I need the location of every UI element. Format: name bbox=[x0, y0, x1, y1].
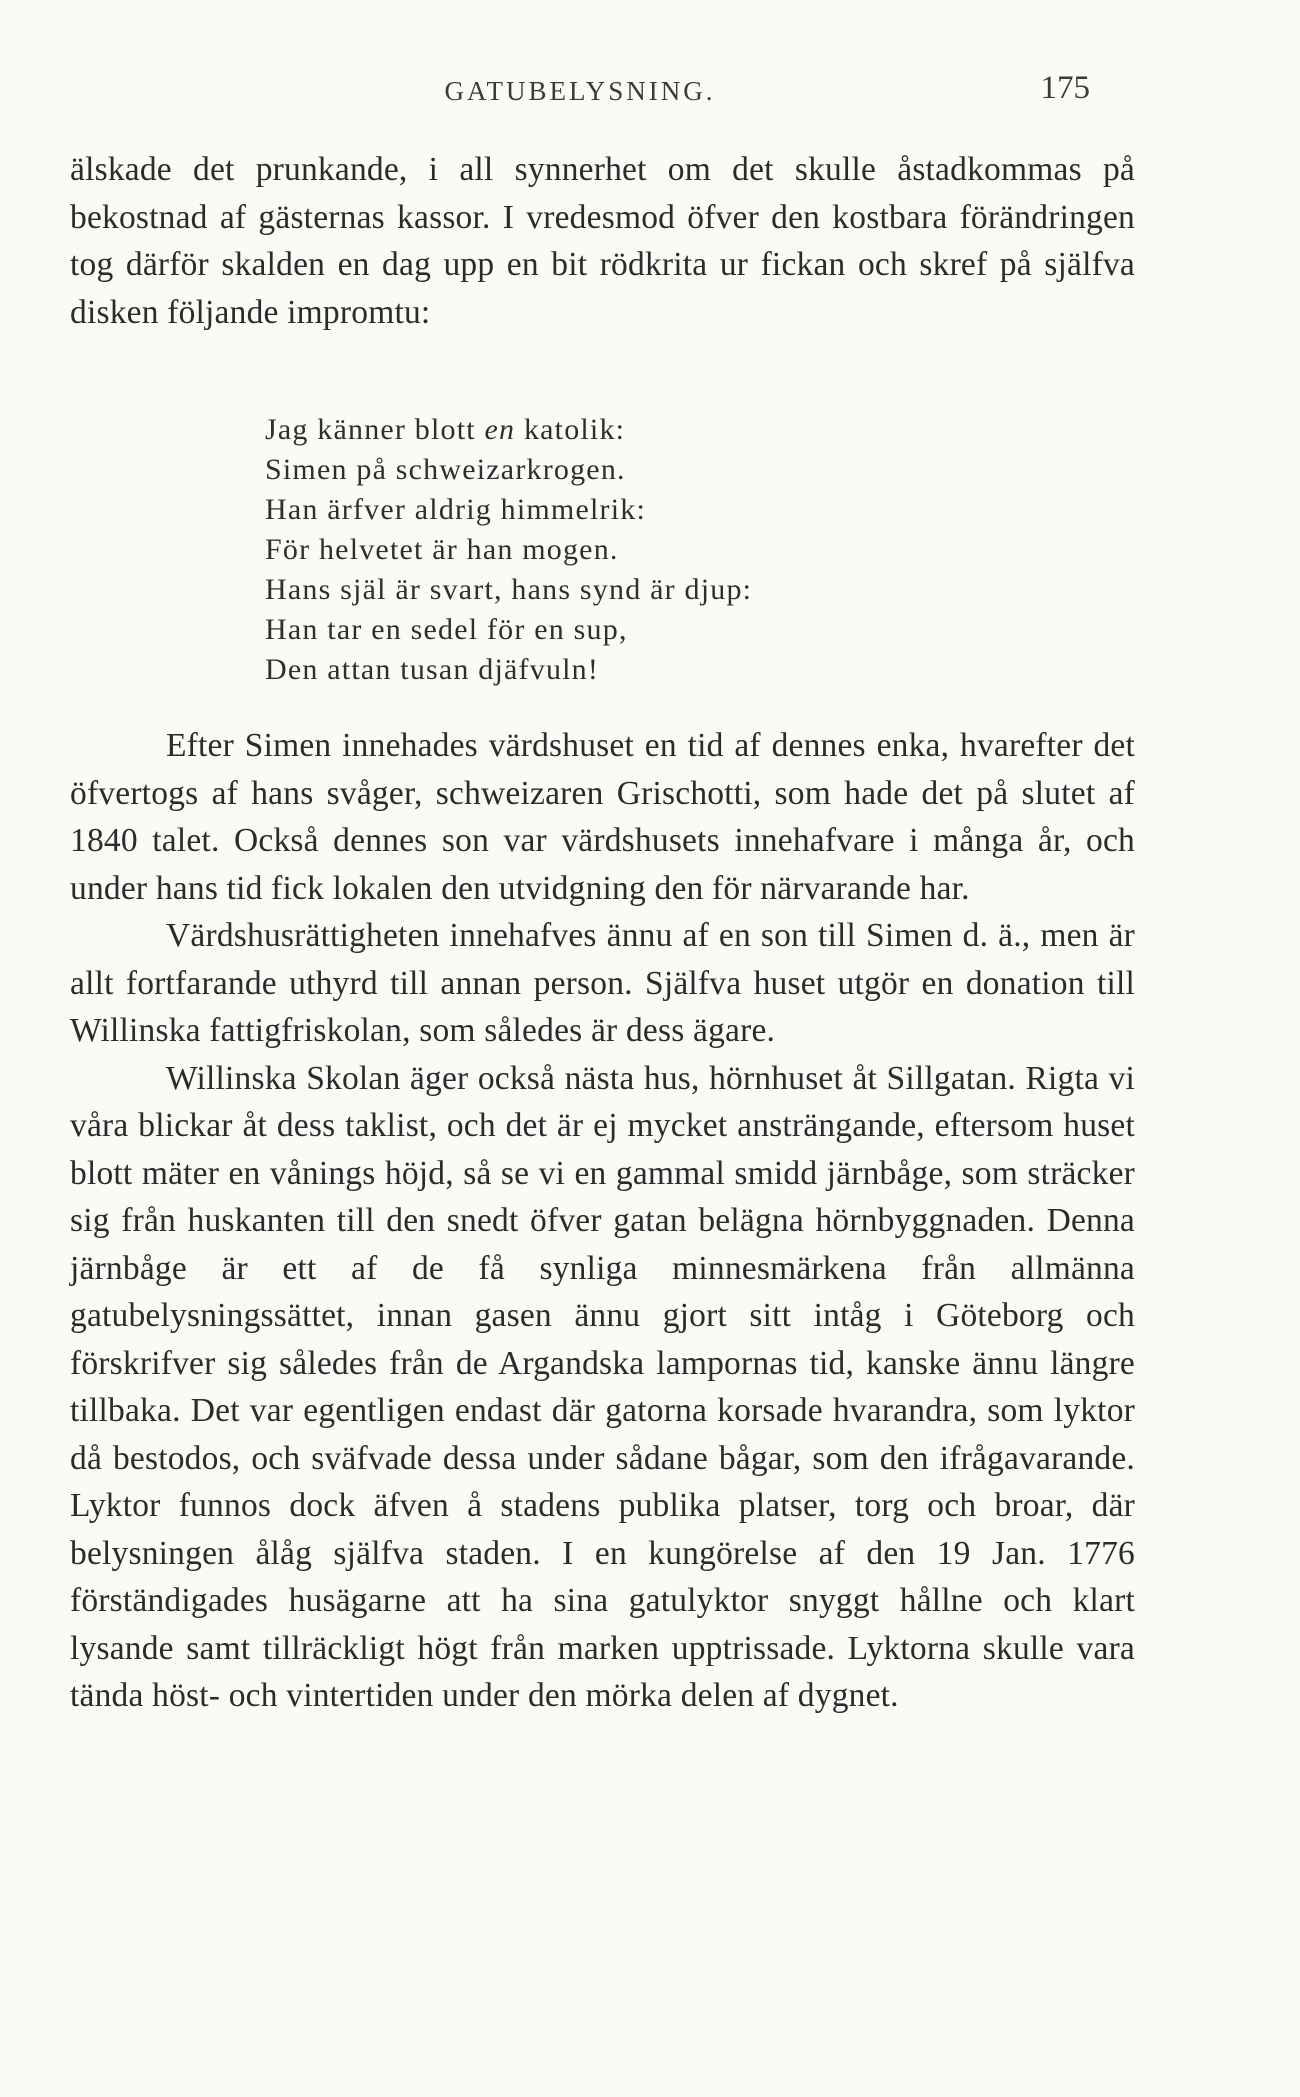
poem-line-text: Simen på schweizarkrogen. bbox=[265, 453, 626, 486]
page-header bbox=[70, 70, 1090, 110]
poem-line-text: Den attan tusan djäfvuln! bbox=[265, 653, 600, 686]
intro-text bbox=[70, 146, 1135, 336]
poem-line bbox=[265, 570, 752, 610]
poem-line bbox=[265, 410, 752, 450]
body-paragraph: Efter Simen innehades värdshuset en tid af dennes enka, hvarefter det öfvertogs af hans svåger, schweizaren Grischotti, som hade det på slutet af 1840 talet. Också dennes son var värdshusets innehafvare i många år, och under hans tid fick lokalen den utvidgning den för närvarande har. bbox=[70, 727, 1135, 907]
poem-line-text: Jag känner blott bbox=[265, 413, 485, 446]
poem-line-text: Hans själ är svart, hans synd är djup: bbox=[265, 573, 753, 606]
body-paragraph: Värdshusrättigheten innehafves ännu af en son till Simen d. ä., men är allt fortfarande uthyrd till annan person. Själfva huset utgör en donation till Willinska fattigfriskolan, som således är dess ägare. bbox=[70, 917, 1135, 1049]
poem-line-text: Han ärfver aldrig himmelrik: bbox=[265, 493, 646, 526]
poem bbox=[265, 410, 752, 690]
poem-line bbox=[265, 610, 752, 650]
poem-line-text: Han tar en sedel för en sup, bbox=[265, 613, 628, 646]
running-title: GATUBELYSNING. bbox=[444, 76, 716, 106]
poem-line bbox=[265, 450, 752, 490]
intro-paragraph: älskade det prunkande, i all synnerhet om det skulle åstadkommas på bekostnad af gästernas kassor. I vredesmod öfver den kostbara förändringen tog därför skalden en dag upp en bit rödkrita ur fickan och skref på själfva disken följande impromtu: bbox=[70, 151, 1135, 331]
poem-line bbox=[265, 490, 752, 530]
body-paragraph: Willinska Skolan äger också nästa hus, hörnhuset åt Sillgatan. Rigta vi våra blickar åt dess taklist, och det är ej mycket ansträngande, eftersom huset blott mäter en vånings höjd, så se vi en gammal smidd järnbåge, som sträcker sig från huskanten till den snedt öfver gatan belägna hörnbyggnaden. Denna järnbåge är ett af de få synliga minnesmärkena från allmänna gatubelysningssättet, innan gasen ännu gjort sitt intåg i Göteborg och förskrifver sig således från de Argandska lampornas tid, kanske ännu längre tillbaka. Det var egentligen endast där gatorna korsade hvarandra, som lyktor då bestodos, och sväfvade dessa under sådane bågar, som den ifrågavarande. Lyktor funnos dock äfven å stadens publika platser, torg och broar, där belysningen ålåg själfva staden. I en kungörelse af den 19 Jan. 1776 förständigades husägarne att ha sina gatulyktor snyggt hållne och klart lysande samt tillräckligt högt från marken upptrissade. Lyktorna skulle vara tända höst- och vintertiden under den mörka delen af dygnet. bbox=[70, 1059, 1135, 1714]
poem-emphasis: en bbox=[484, 413, 516, 446]
page-number: 175 bbox=[1040, 70, 1090, 106]
poem-line bbox=[265, 530, 752, 570]
body-text bbox=[70, 722, 1135, 1720]
poem-line-text: För helvetet är han mogen. bbox=[265, 533, 619, 566]
poem-line bbox=[265, 650, 752, 690]
poem-line-text: katolik: bbox=[515, 413, 626, 446]
